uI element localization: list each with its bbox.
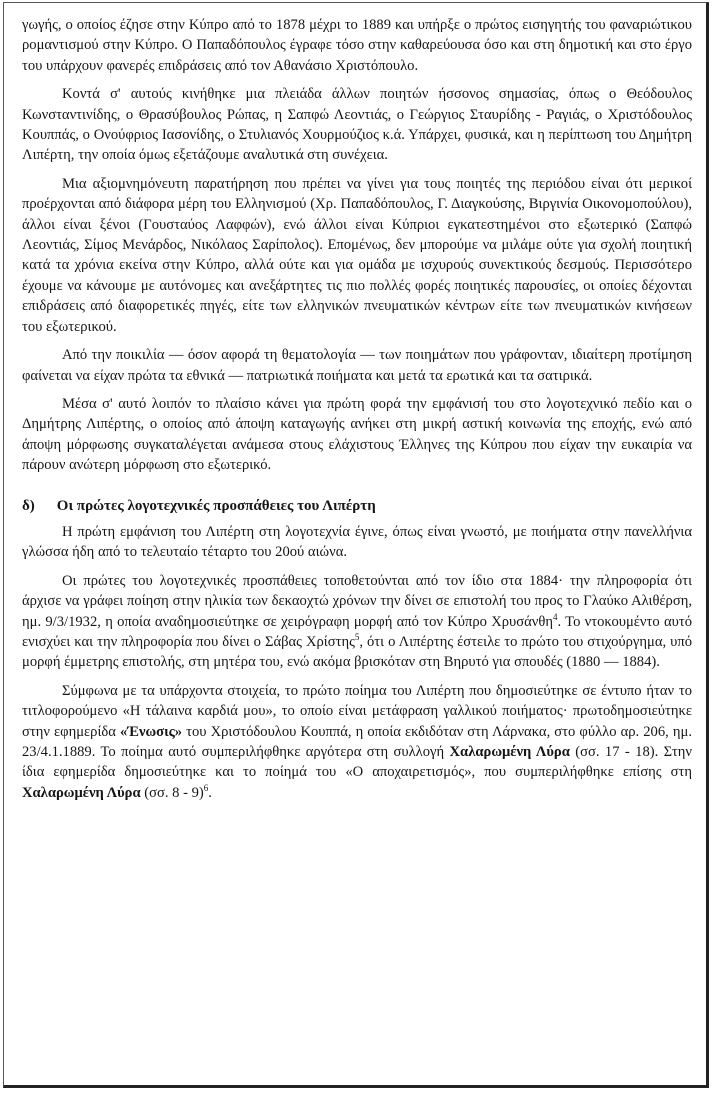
section-marker: δ) <box>22 497 35 514</box>
footnote-ref-5: 5 <box>354 632 360 643</box>
paragraph-2: Κοντά σ' αυτούς κινήθηκε μια πλειάδα άλλων ποιητών ήσσονος σημασίας, όπως ο Θεόδουλος Κωνσταντινίδης, ο Θρασύβουλος Ρώπας, η Σαπφώ Λεοντιάς, ο Γεώργιος Σταυρίδης - Ραγιάς, ο Χριστόδουλος Κουππάς, ο Ονούφριος Ιασονίδης, ο Στυλιανός Χουρμούζιος κ.ά. Υπάρχει, φυσικά, και η περίπτωση του Δημήτρη Λιπέρτη, την οποία όμως εξετάζουμε αναλυτικά στη συνέχεια. <box>22 86 692 164</box>
page-text <box>22 15 692 811</box>
footnote-ref-6: 6 <box>203 782 209 793</box>
text-run: Σύμφωνα με τα υπάρχοντα στοιχεία, το πρώτο ποίημα του Λιπέρτη που δημοσιεύτηκε σε έντυπο ήταν το τιτλοφορούμενο «Η τάλαινα καρδιά μου», το οποίο είναι μετάφραση γαλλικού ποιήματος· πρωτοδημοσιεύτηκε στην εφημερίδα <box>22 682 692 740</box>
text-run: (σσ. 17 - 18). Στην ίδια εφημερίδα δημοσιεύτηκε και το ποίημά του «Ο αποχαιρετισμός», που συμπεριλήφθηκε επίσης στη <box>22 744 692 781</box>
collection-title: Χαλαρωμένη Λύρα <box>449 744 570 760</box>
section-heading <box>22 496 692 516</box>
paragraph-3: Μια αξιομνημόνευτη παρατήρηση που πρέπει να γίνει για τους ποιητές της περιόδου είναι ότι μερικοί προέρχονται από διάφορα μέρη του Ελληνισμού (Χρ. Παπαδόπουλος, Γ. Διαγκούσης, Βιργινία Οικονομοπούλου), άλλοι είναι ξένοι (Γουσταύος Λαφφών), ενώ άλλοι είναι Κύπριοι εγκατεστημένοι στο εξωτερικό (Σαπφώ Λεοντιάς, Σίμος Μενάρδος, Νικόλαος Σαρίπολος). Επομένως, δεν μπορούμε να μιλάμε ούτε για σχολή ποιητική κατά τα χρόνια εκείνα στην Κύπρο, αλλά ούτε και για ομάδα με ισχυρούς συνεκτικούς δεσμούς. Περισσότερο έχουμε να κάνουμε με αυτόνομες και ανεξάρτητες τις πιο πολλές φορές ποιητικές παρουσίες, οι οποίες δέχονται επιδράσεις από διαφορετικές πηγές, είτε των ελληνικών πνευματικών κέντρων είτε των πνευματικών κινήσεων του εξωτερικού. <box>22 175 692 335</box>
paragraph-4: Από την ποικιλία — όσον αφορά τη θεματολογία — των ποιημάτων που γράφονταν, ιδιαίτερη προτίμηση φαίνεται να είχαν πρώτα τα εθνικά — πατριωτικά ποιήματα και μετά τα ερωτικά και τα σατιρικά. <box>22 347 692 384</box>
section-title: Οι πρώτες λογοτεχνικές προσπάθειες του Λιπέρτη <box>56 497 376 514</box>
section-paragraph-3 <box>22 681 692 803</box>
paragraph-1: γωγής, ο οποίος έζησε στην Κύπρο από το 1878 μέχρι το 1889 και υπήρξε ο πρώτος εισηγητής του φαναριώτικου ρομαντισμού στην Κύπρο. Ο Παπαδόπουλος έγραφε τόσο στην καθαρεύουσα όσο και στη δημοτική και στο έργο του υπάρχουν φανερές επιδράσεις από τον Αθανάσιο Χριστόπουλο. <box>22 17 692 74</box>
newspaper-title: «Ένωσις» <box>120 723 183 740</box>
paragraph-5: Μέσα σ' αυτό λοιπόν το πλαίσιο κάνει για πρώτη φορά την εμφάνισή του στο λογοτεχνικό πεδίο και ο Δημήτρης Λιπέρτης, ο οποίος από άποψη καταγωγής ανήκει στη μικρή αστική κοινωνία της εποχής, ενώ από άποψη μόρφωσης συγκαταλέγεται ανάμεσα στους ελάχιστους Έλληνες της Κύπρου που είχαν την ευκαιρία να πάρουν ανώτερη μόρφωση στο εξωτερικό. <box>22 395 692 474</box>
text-run: . <box>208 784 212 801</box>
section-paragraph-1: Η πρώτη εμφάνιση του Λιπέρτη στη λογοτεχνία έγινε, όπως είναι γνωστό, με ποιήματα στην πανελλήνια γλώσσα ήδη από το τελευταίο τέταρτο του 20ού αιώνα. <box>22 523 692 561</box>
text-run: Οι πρώτες του λογοτεχνικές προσπάθειες τοποθετούνται από τον ίδιο στα 1884· την πληροφορία ότι άρχισε να γράφει ποίηση στην ηλικία των δεκαοχτώ χρόνων την δίνει σε επιστολή του προς το Γλαύκο Αλιθέρση, ημ. 9/3/1932, η οποία αναδημοσιεύτηκε σε χειρόγραφη μορφή από τον Κύπρο Χρυσάνθη <box>22 572 692 630</box>
footnote-ref-4: 4 <box>553 611 558 622</box>
text-run: του Χριστόδουλου Κουππά, η οποία εκδιδόταν στη Λάρνακα, στο φύλλο αρ. 206, ημ. 23/4.1.1889. Το ποίημα αυτό συμπεριλήφθηκε αργότερα στη συλλογή <box>22 723 692 760</box>
book-page <box>3 2 709 1088</box>
collection-title: Χαλαρωμένη Λύρα <box>22 784 141 801</box>
section-paragraph-2 <box>22 571 692 673</box>
text-run: , ότι ο Λιπέρτης έστειλε το πρώτο του στιχούργημα, υπό μορφή έμμετρης επιστολής, στη μητέρα του, ενώ ακόμα βρισκόταν στη Βηρυτό για σπουδές (1880 — 1884). <box>22 633 693 671</box>
text-run: . Το ντοκουμέντο αυτό ενισχύει και την πληροφορία που δίνει ο Σάβας Χρίστης <box>22 613 692 650</box>
text-run: (σσ. 8 - 9) <box>140 784 204 801</box>
